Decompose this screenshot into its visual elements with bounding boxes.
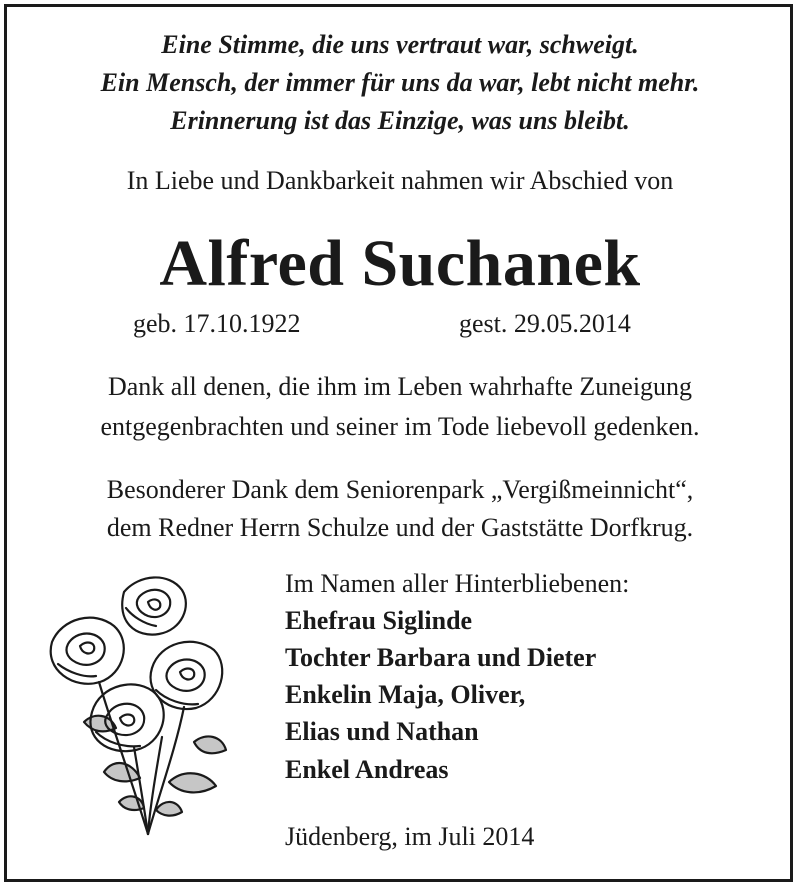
mourner-1: Ehefrau Siglinde	[285, 606, 473, 635]
thanks-line-1: Dank all denen, die ihm im Leben wahrhafte Zuneigung	[107, 372, 693, 401]
mourner-2: Tochter Barbara und Dieter	[285, 643, 597, 672]
mourner-3: Enkelin Maja, Oliver,	[285, 680, 526, 709]
death-date: gest. 29.05.2014	[459, 309, 631, 338]
mourner-5: Enkel Andreas	[285, 755, 449, 784]
mourner-4: Elias und Nathan	[285, 717, 479, 746]
place-date: Jüdenberg, im Juli 2014	[285, 822, 535, 851]
special-thanks-line-2: dem Redner Herrn Schulze und der Gaststätte Dorfkrug.	[106, 513, 694, 542]
roses-illustration-icon	[44, 572, 230, 837]
mourners-intro: Im Namen aller Hinterbliebenen:	[285, 569, 630, 598]
motto-line-2: Ein Mensch, der immer für uns da war, lebt nicht mehr.	[100, 68, 700, 97]
deceased-name: Alfred Suchanek	[159, 227, 641, 300]
thanks-line-2: entgegenbrachten und seiner im Tode liebevoll gedenken.	[100, 412, 700, 441]
motto-line-1: Eine Stimme, die uns vertraut war, schweigt.	[161, 30, 639, 59]
intro-text: In Liebe und Dankbarkeit nahmen wir Abschied von	[126, 166, 674, 195]
special-thanks-line-1: Besonderer Dank dem Seniorenpark „Vergißmeinnicht“,	[106, 475, 694, 504]
birth-date: geb. 17.10.1922	[133, 309, 301, 338]
motto-line-3: Erinnerung ist das Einzige, was uns bleibt.	[170, 106, 630, 135]
